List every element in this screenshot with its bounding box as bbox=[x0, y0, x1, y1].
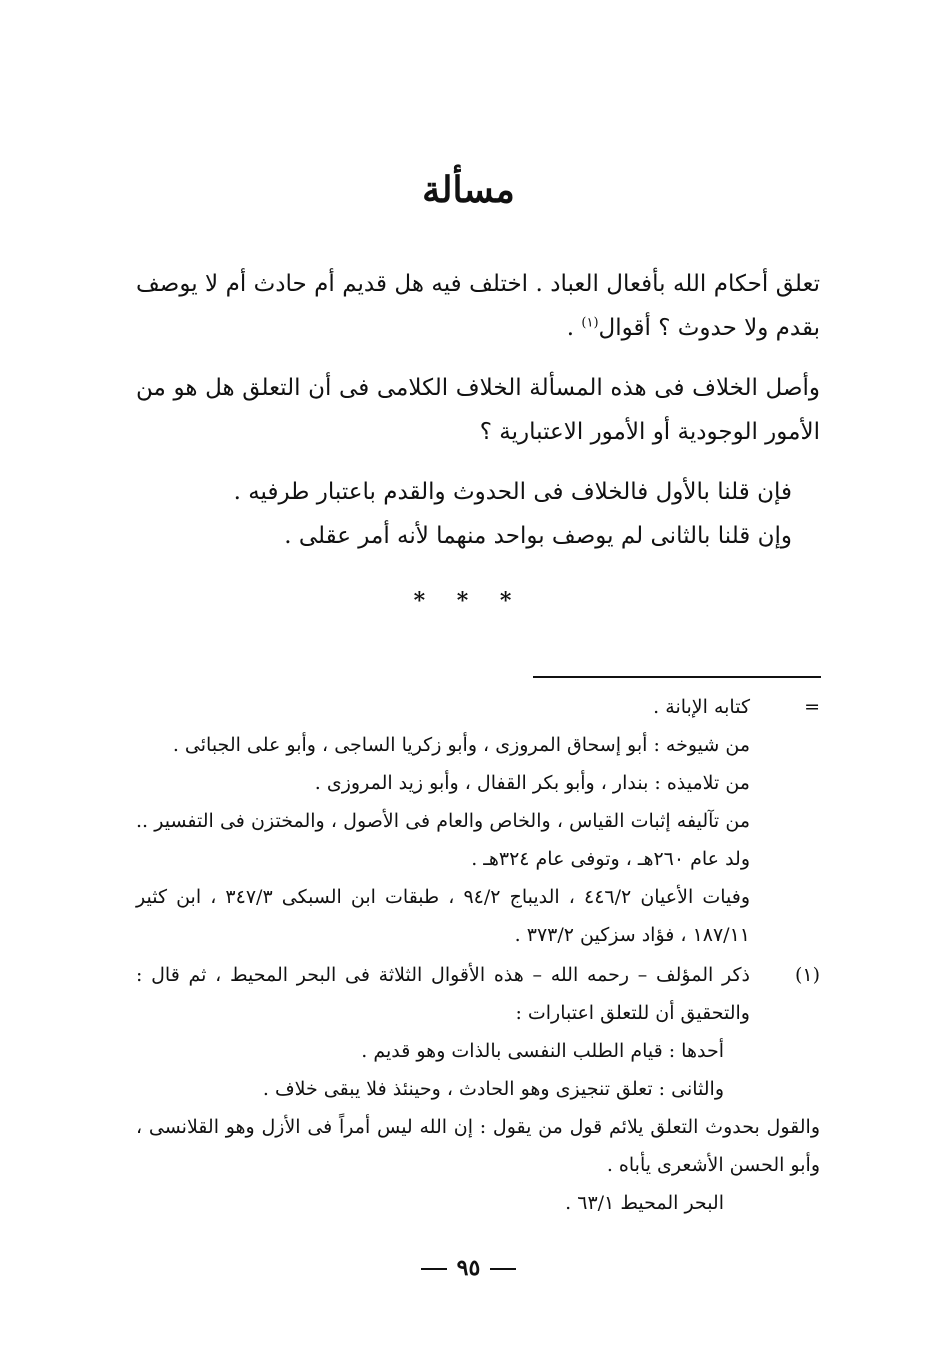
footnote-reference: (١) bbox=[581, 315, 599, 331]
footnote-line: من تآليفه إثبات القياس ، والخاص والعام فى الأصول ، والمختزن فى التفسير .. ولد عام ٢٦٠هـ ، وتوفى عام ٣٢٤هـ . bbox=[136, 810, 750, 870]
footnote-line: البحر المحيط ٦٣/١ . bbox=[565, 1192, 724, 1214]
page-number-value: ٩٥ bbox=[456, 1255, 481, 1281]
footnote-line: والقول بحدوث التعلق يلائم قول من يقول : إن الله ليس أمراً فى الأزل وهو القلانسى ، وأبو الحسن الأشعرى يأباه . bbox=[136, 1116, 820, 1176]
footnote-line: أحدها : قيام الطلب النفسى بالذات وهو قديم . bbox=[361, 1040, 724, 1062]
footnote-line: وفيات الأعيان ٤٤٦/٢ ، الديباج ٩٤/٢ ، طبقات ابن السبكى ٣٤٧/٣ ، ابن كثير ١٨٧/١١ ، فؤاد سزكين ٣٧٣/٢ . bbox=[136, 886, 750, 946]
page-number-dash-left bbox=[490, 1268, 516, 1270]
footnote-continuation bbox=[136, 688, 820, 954]
paragraph-3 bbox=[136, 470, 792, 558]
footnote-continuation-marker: = bbox=[804, 696, 820, 718]
paragraph-1-text: تعلق أحكام الله بأفعال العباد . اختلف فيه هل قديم أم حادث أم لا يوصف بقدم ولا حدوث ؟ أقوال bbox=[136, 271, 820, 341]
footnote-line: من تلاميذه : بندار ، وأبو بكر القفال ، وأبو زيد المروزى . bbox=[314, 772, 750, 794]
paragraph-1-end: . bbox=[566, 315, 582, 341]
paragraph-2: وأصل الخلاف فى هذه المسألة الخلاف الكلامى فى أن التعلق هل هو من الأمور الوجودية أو الأمور الاعتبارية ؟ bbox=[136, 375, 820, 445]
page-number bbox=[0, 1252, 937, 1284]
footnote-line: كتابه الإبانة . bbox=[653, 696, 750, 718]
footnote-line: من شيوخه : أبو إسحاق المروزى ، وأبو زكريا الساجى ، وأبو على الجبائى . bbox=[172, 734, 750, 756]
footnote-line: والثانى : تعلق تنجيزى وهو الحادث ، وحينئذ فلا يبقى خلاف . bbox=[262, 1078, 724, 1100]
page-number-dash-right bbox=[421, 1268, 447, 1270]
footnote-line: ذكر المؤلف – رحمه الله – هذه الأقوال الثلاثة فى البحر المحيط ، ثم قال : والتحقيق أن للتعلق اعتبارات : bbox=[136, 964, 750, 1024]
footnote-1 bbox=[136, 956, 820, 1222]
section-separator: * * * bbox=[413, 588, 524, 614]
paragraph-1 bbox=[136, 262, 820, 350]
paragraph-3-line-2: وإن قلنا بالثانى لم يوصف بواحد منهما لأنه أمر عقلى . bbox=[284, 523, 792, 549]
footnote-divider bbox=[533, 676, 821, 678]
paragraph-3-line-1: فإن قلنا بالأول فالخلاف فى الحدوث والقدم باعتبار طرفيه . bbox=[233, 479, 792, 505]
footnote-1-marker: (١) bbox=[794, 964, 820, 986]
page-title: مسألة bbox=[422, 169, 515, 211]
